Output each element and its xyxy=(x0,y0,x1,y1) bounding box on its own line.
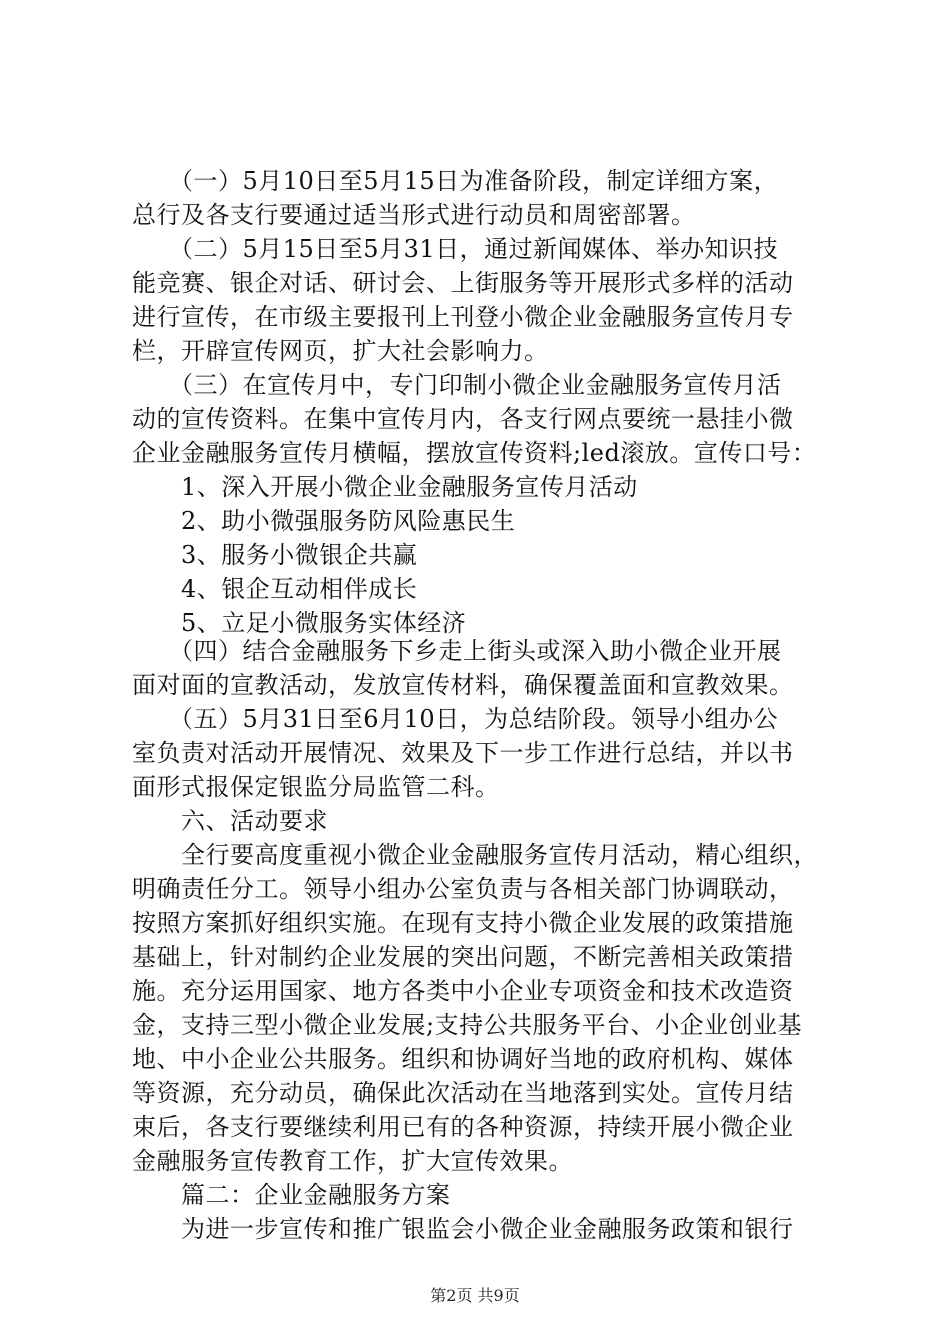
text-line: 4、银企互动相伴成长 xyxy=(132,575,418,603)
text-line: （五）5月31日至6月10日，为总结阶段。领导小组办公 xyxy=(132,705,779,733)
text-line: 进行宣传，在市级主要报刊上刊登小微企业金融服务宣传月专 xyxy=(132,303,794,331)
text-line: （一）5月10日至5月15日为准备阶段，制定详细方案， xyxy=(132,167,779,195)
text-line: （二）5月15日至5月31日，通过新闻媒体、举办知识技 xyxy=(132,235,779,263)
text-line: 金，支持三型小微企业发展;支持公共服务平台、小企业创业基 xyxy=(132,1011,803,1039)
text-line: 动的宣传资料。在集中宣传月内，各支行网点要统一悬挂小微 xyxy=(132,405,794,433)
text-line: （四）结合金融服务下乡走上街头或深入助小微企业开展 xyxy=(132,637,782,665)
text-line: 为进一步宣传和推广银监会小微企业金融服务政策和银行 xyxy=(132,1215,794,1243)
text-line: 金融服务宣传教育工作，扩大宣传效果。 xyxy=(132,1147,573,1175)
text-line: 面形式报保定银监分局监管二科。 xyxy=(132,773,500,801)
text-line: 施。充分运用国家、地方各类中小企业专项资金和技术改造资 xyxy=(132,977,794,1005)
text-line: 束后，各支行要继续利用已有的各种资源，持续开展小微企业 xyxy=(132,1113,794,1141)
page-footer: 第2页 共9页 xyxy=(430,1286,520,1305)
text-line: 总行及各支行要通过适当形式进行动员和周密部署。 xyxy=(132,201,696,229)
text-line: 室负责对活动开展情况、效果及下一步工作进行总结，并以书 xyxy=(132,739,794,767)
text-line: 栏，开辟宣传网页，扩大社会影响力。 xyxy=(132,337,549,365)
text-line: （三）在宣传月中，专门印制小微企业金融服务宣传月活 xyxy=(132,371,782,399)
text-line: 1、深入开展小微企业金融服务宣传月活动 xyxy=(132,473,638,501)
text-line: 企业金融服务宣传月横幅，摆放宣传资料;led滚放。宣传口号： xyxy=(132,439,817,467)
text-line: 地、中小企业公共服务。组织和协调好当地的政府机构、媒体 xyxy=(132,1045,794,1073)
text-line: 等资源，充分动员，确保此次活动在当地落到实处。宣传月结 xyxy=(132,1079,794,1107)
text-line: 3、服务小微银企共赢 xyxy=(132,541,418,569)
text-line: 六、活动要求 xyxy=(132,807,328,835)
text-line: 按照方案抓好组织实施。在现有支持小微企业发展的政策措施 xyxy=(132,909,794,937)
text-line: 面对面的宣教活动，发放宣传材料，确保覆盖面和宣教效果。 xyxy=(132,671,794,699)
text-line: 明确责任分工。领导小组办公室负责与各相关部门协调联动， xyxy=(132,875,794,903)
text-line: 全行要高度重视小微企业金融服务宣传月活动，精心组织， xyxy=(132,841,818,869)
text-line: 5、立足小微服务实体经济 xyxy=(132,609,467,637)
text-line: 基础上，针对制约企业发展的突出问题，不断完善相关政策措 xyxy=(132,943,794,971)
text-line: 能竞赛、银企对话、研讨会、上街服务等开展形式多样的活动 xyxy=(132,269,794,297)
text-line: 2、助小微强服务防风险惠民生 xyxy=(132,507,516,535)
text-line: 篇二：企业金融服务方案 xyxy=(132,1181,451,1209)
